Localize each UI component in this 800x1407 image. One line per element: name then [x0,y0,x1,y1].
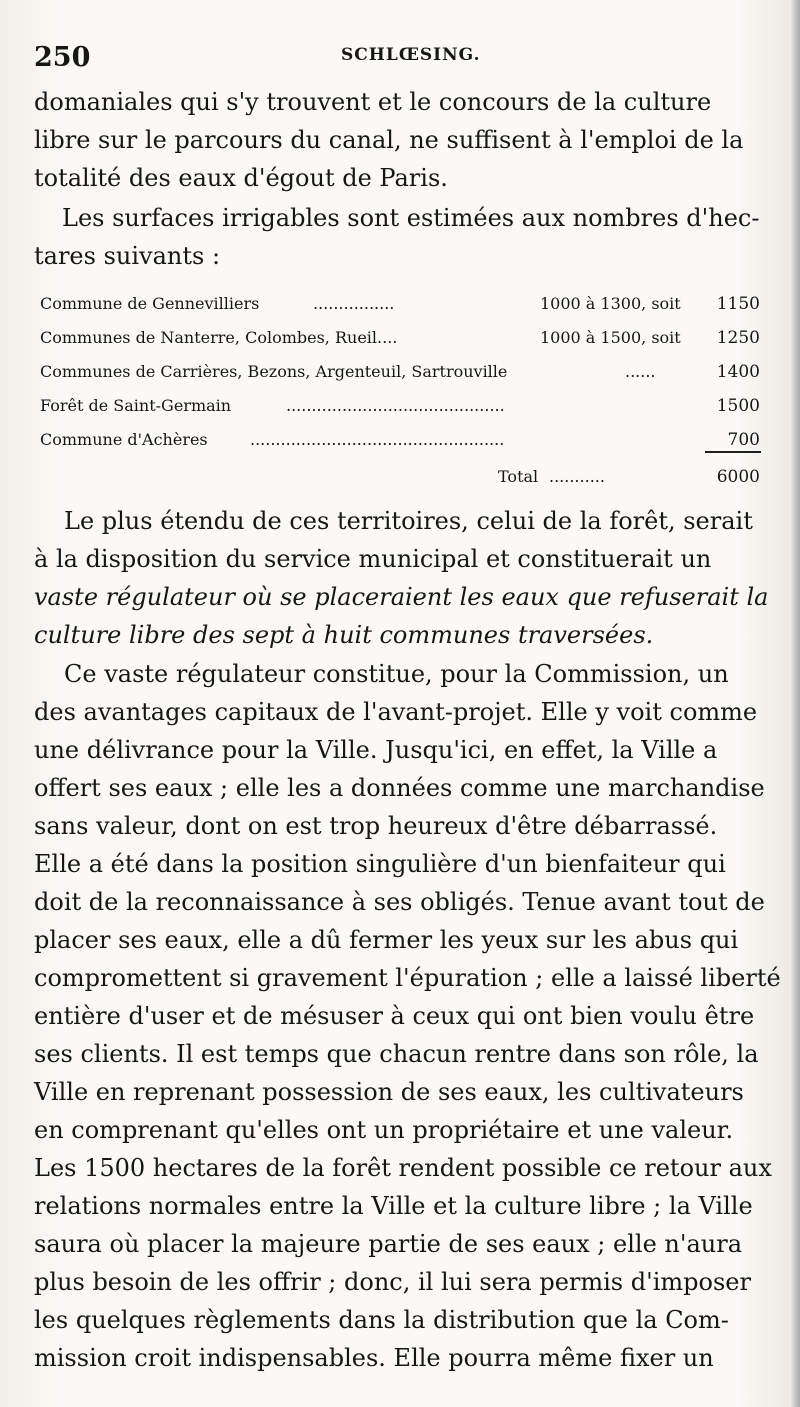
table-row [40,321,760,355]
table-row [40,355,760,389]
table-value: 1250 [716,328,760,348]
body-line: domaniales qui s'y trouvent et le concours de la culture [34,88,712,116]
surfaces-paragraph [34,199,758,275]
body-line: tares suivants : [34,242,221,270]
body-line: saura où placer la majeure partie de ses eaux ; elle n'aura [34,1230,742,1258]
body-line: Elle a été dans la position singulière d'un bienfaiteur qui [34,850,726,878]
page-edge-shadow [790,0,800,1407]
body-line: des avantages capitaux de l'avant-projet. Elle y voit comme [34,698,758,726]
body-line: Les 1500 hectares de la forêt rendent possible ce retour aux [34,1154,772,1182]
body-line: libre sur le parcours du canal, ne suffisent à l'emploi de la [34,126,744,154]
surfaces-table [40,287,760,494]
table-dots: ................ [313,294,395,313]
body-line: les quelques règlements dans la distribution que la Com- [34,1306,729,1334]
body-line: en comprenant qu'elles ont un propriétaire et une valeur. [34,1116,734,1144]
body-line: plus besoin de les offrir ; donc, il lui sera permis d'imposer [34,1268,751,1296]
body-line: entière d'user et de mésuser à ceux qui ont bien voulu être [34,1002,755,1030]
table-dots: ...... [625,362,656,381]
body-line: compromettent si gravement l'épuration ; elle a laissé liberté [34,964,781,992]
page-number: 250 [34,42,91,73]
body-line: Le plus étendu de ces territoires, celui de la forêt, serait [64,507,753,535]
table-label: Forêt de Saint-Germain [40,396,232,415]
total-rule [705,451,761,453]
body-line: Ce vaste régulateur constitue, pour la Commission, un [64,660,729,688]
table-row [40,389,760,423]
running-head: SCHLŒSING. [341,45,481,65]
table-dots: .................................................. [250,430,505,449]
table-label: Communes de Carrières, Bezons, Argenteuil, Sartrouville [40,362,508,381]
table-label: Commune de Gennevilliers [40,294,260,313]
table-value: 1400 [716,362,760,382]
total-label: Total [498,467,539,486]
body-line: mission croit indispensables. Elle pourra même fixer un [34,1344,714,1372]
table-total-row [40,460,760,494]
table-range: 1000 à 1500, soit [540,328,681,347]
total-value: 6000 [716,467,760,487]
body-line: doit de la reconnaissance à ses obligés. Tenue avant tout de [34,888,765,916]
body-line: totalité des eaux d'égout de Paris. [34,164,448,192]
table-row [40,287,760,321]
page-header [34,42,759,74]
opening-paragraph [34,83,758,197]
table-label: Communes de Nanterre, Colombes, Rueil.... [40,328,398,347]
table-value: 1150 [716,294,760,314]
body-line: placer ses eaux, elle a dû fermer les yeux sur les abus qui [34,926,739,954]
body-line: une délivrance pour la Ville. Jusqu'ici, en effet, la Ville a [34,736,718,764]
body-line: Les surfaces irrigables sont estimées aux nombres d'hec- [62,204,760,232]
table-value: 1500 [716,396,760,416]
table-dots: ........................................... [286,396,505,415]
body-line: sans valeur, dont on est trop heureux d'être débarrassé. [34,812,718,840]
paragraph-commission [34,655,781,1377]
table-range: 1000 à 1300, soit [540,294,681,313]
total-dots: ........... [549,467,605,486]
body-line: offert ses eaux ; elle les a données comme une marchandise [34,774,765,802]
table-value: 700 [727,430,760,450]
body-line: ses clients. Il est temps que chacun rentre dans son rôle, la [34,1040,759,1068]
table-row [40,423,760,457]
paragraph-forest [34,502,769,654]
body-line: vaste régulateur où se placeraient les eaux que refuserait la [34,583,769,611]
body-line: culture libre des sept à huit communes traversées. [34,621,654,649]
table-label: Commune d'Achères [40,430,208,449]
body-line: Ville en reprenant possession de ses eaux, les cultivateurs [34,1078,744,1106]
body-line: à la disposition du service municipal et constituerait un [34,545,712,573]
body-line: relations normales entre la Ville et la culture libre ; la Ville [34,1192,753,1220]
